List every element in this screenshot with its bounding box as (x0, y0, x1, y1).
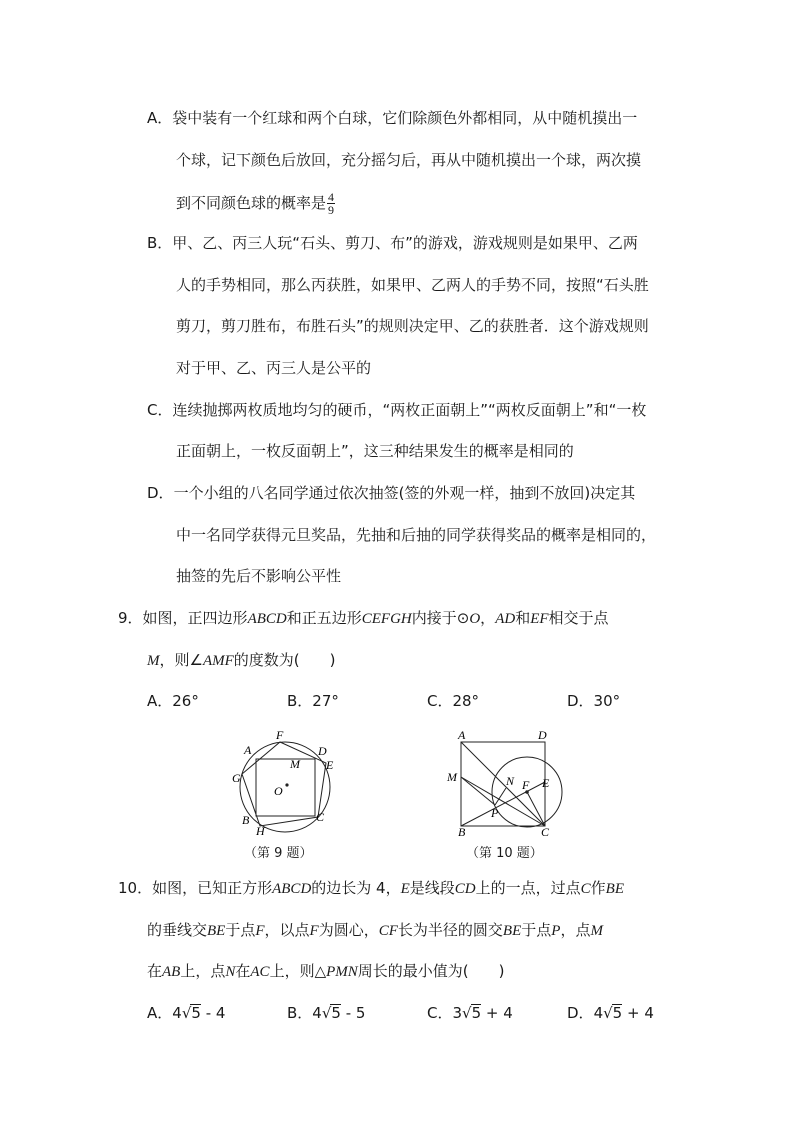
radical-sign: √ (603, 1004, 613, 1022)
q10-number: 10． (118, 879, 153, 897)
label-b: B (242, 813, 250, 827)
q9-stem-line2: M，则∠AMF的度数为( ) (147, 651, 336, 669)
label-f-10: F (522, 778, 530, 792)
square-abcd (256, 759, 315, 816)
radical-sign: √ (181, 1004, 192, 1022)
label-c: C (316, 810, 325, 824)
label-g: G (232, 771, 241, 785)
label-h: H (256, 824, 265, 837)
q9-option-d: D．30° (567, 692, 621, 710)
q8-option-c-line1: C．连续抛掷两枚质地均匀的硬币，“两枚正面朝上”“两枚反面朝上”和“一枚 (147, 401, 647, 419)
figure-q9-caption: （第 9 题） (244, 846, 313, 861)
label-o: O (274, 784, 283, 798)
label-p-10: P (491, 806, 499, 820)
label-m: M (290, 757, 300, 771)
q8-option-a-label: A． (147, 109, 173, 127)
q8-option-d-line1: D．一个小组的八名同学通过依次抽签(签的外观一样，抽到不放回)决定其 (147, 484, 636, 502)
q8-option-d-label: D． (147, 484, 174, 502)
q8-option-a-line3: 到不同颜色球的概率是 $\frac{4}{9}$ (176, 190, 335, 217)
q9-option-b: B．27° (287, 692, 339, 710)
label-n-10: N (506, 774, 515, 788)
label-d-10: D (538, 728, 547, 742)
fraction-4-9: $\frac{4}{9}$ (328, 190, 335, 217)
q8-option-c-label: C． (147, 401, 173, 419)
pentagon-cefgh (242, 742, 326, 826)
label-e: E (326, 758, 334, 772)
q8-option-a-line2: 个球，记下颜色后放回，充分摇匀后，再从中随机摸出一个球，两次摸 (176, 151, 642, 169)
q8-option-b-line2: 人的手势相同，那么丙获胜，如果甲、乙两人的手势不同，按照“石头胜 (176, 276, 649, 294)
q10-stem-line2: 的垂线交BE于点F，以点F为圆心，CF长为半径的圆交BE于点P，点M (147, 921, 603, 939)
q10-option-b: B．4√5 - 5 (287, 1004, 366, 1022)
label-m-10: M (447, 770, 457, 784)
q9-option-a: A．26° (147, 692, 199, 710)
q8-option-b-line3: 剪刀，剪刀胜布，布胜石头”的规则决定甲、乙的获胜者．这个游戏规则 (176, 317, 649, 335)
q10-option-c: C．3√5 + 4 (427, 1004, 513, 1022)
q8-option-b-line1: B．甲、乙、丙三人玩“石头、剪刀、布”的游戏，游戏规则是如果甲、乙两 (147, 234, 638, 252)
q8-option-a-line1: A．袋中装有一个红球和两个白球，它们除颜色外都相同，从中随机摸出一 (147, 109, 638, 127)
q10-option-d: D．4√5 + 4 (567, 1004, 654, 1022)
q8-option-c-line2: 正面朝上，一枚反面朝上”，这三种结果发生的概率是相同的 (176, 442, 574, 460)
q8-option-b-line4: 对于甲、乙、丙三人是公平的 (176, 359, 372, 377)
q9-number: 9． (118, 609, 143, 627)
q10-stem-line3: 在AB上，点N在AC上，则△PMN周长的最小值为( ) (147, 962, 505, 980)
q8-option-b-label: B． (147, 234, 173, 252)
label-c-10: C (541, 825, 550, 837)
q9-stem-line1: 9．如图，正四边形ABCD和正五边形CEFGH内接于⊙O，AD和EF相交于点 (118, 609, 609, 627)
label-b-10: B (458, 825, 466, 837)
label-f: F (276, 728, 284, 742)
q8-option-d-line3: 抽签的先后不影响公平性 (176, 567, 342, 585)
label-a: A (244, 743, 252, 757)
center-point-o (285, 783, 288, 786)
figure-q9 (226, 725, 346, 837)
label-a-10: A (458, 728, 466, 742)
figure-q10-caption: （第 10 题） (466, 846, 543, 861)
q10-stem-line1: 10．如图，已知正方形ABCD的边长为 4，E是线段CD上的一点，过点C作BE (118, 879, 624, 897)
q9-option-c: C．28° (427, 692, 480, 710)
figure-q10 (440, 725, 570, 837)
radical-sign: √ (321, 1004, 332, 1022)
radical-sign: √ (462, 1004, 472, 1022)
line-mp (461, 777, 495, 805)
line-be (461, 782, 545, 826)
label-e-10: E (542, 776, 550, 790)
q8-option-d-line2: 中一名同学获得元旦奖品，先抽和后抽的同学获得奖品的概率是相同的， (176, 526, 657, 544)
label-d: D (318, 744, 327, 758)
q10-option-a: A．4√5 - 4 (147, 1004, 226, 1022)
